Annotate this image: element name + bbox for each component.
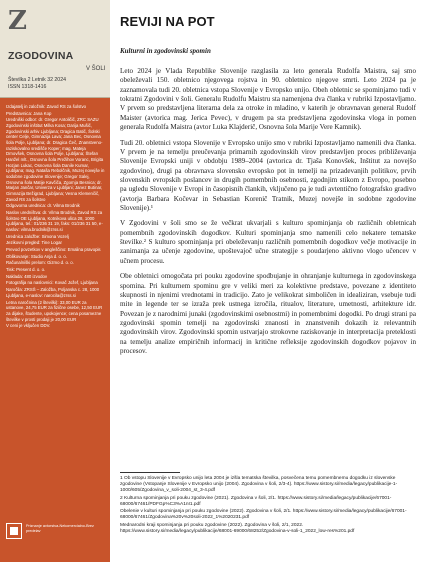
issue-line: Številka 2 Letnik 32 2024	[8, 77, 66, 83]
logo-letter: Z	[8, 6, 26, 36]
colophon-line: Naslov uredništva: dr. Vilma Brodnik, Zavod RS za šolstvo OE Ljubljana, Kotnikova ulica 28, 1000 Ljubljana, tel.: 01/236 31 19, faks: 01/236 31 50, e-naslov: vilma.brodnik@zrss.si	[6, 210, 103, 233]
colophon-line: Naklada: 480 izvodov	[6, 273, 48, 279]
footnote: 2 Kulturna spominjanja pri pouku zgodovine (2021). Zgodovina v šoli, 2/1. https://www.sistory.si/media/legacy/publikacije/67001-68000/67461/PDFGp%C3%A1nI1.pdf	[120, 495, 392, 507]
colophon-line: Odgovorna urednica: dr. Vilma Brodnik	[6, 203, 80, 209]
paragraph: Leto 2024 je Vlada Republike Slovenije razglasila za leto generala Rudolfa Maistra, saj smo obeleževali 150. obletnico njegovega rojstva in 90. obletnico njegove smrti. Leto 2024 pa je zaznamovala tudi 20. obletnica vstopa Slovenije v Evropsko unijo. Obeh obletnic se spominjamo tudi v tokratni Zgodovini v šoli. Generalu Rudolfu Maistru sta namenjena dva članka v rubriki Izpostavljamo. V prvem so predstavljena literarna dela za otroke in mladino, v katerih je obravnavan general Rudolf Maister (avtorica mag. Jerica Pevec), v drugem pa sta predstavljena zgodovinska vloga in pomen generala Rudolfa Maistra (avtor Luka Klajderič, Osnovna šola Marije Vere Kamnik).	[120, 67, 416, 132]
colophon-line: Fotografija na naslovnici: Kovač Jožef, Ljubljana	[6, 280, 98, 286]
colophon	[6, 104, 106, 330]
colophon-line: Naročila: ZRSŠ – Založba, Poljanska c. 28, 1000 Ljubljana, e-naslov: narocila@zrss.si	[6, 287, 100, 298]
paragraph: V Zgodovini v šoli smo se že večkrat ukvarjali s kulturo spominjanja ob različnih obletnicah pomembnih zgodovinskih dogodkov. Kulturi spominjanja smo namenili celo nekatere tematske številke.² S kulturo spominjanja pri obeleževanju različnih pomembnih dogodkov večje motivacije in zanimanja za učenje zgodovine, upoštevajoč učne strategije s poudarjeno aktivno vlogo učencev v učnem procesu.	[120, 219, 416, 265]
license-text: Priznanje avtorstva-Nekomercialno-Brez predelav	[26, 524, 94, 533]
journal-logo	[0, 0, 110, 98]
article-subtitle: Kulturni in zgodovinski spomin	[120, 47, 211, 55]
page-title: REVIJI NA POT	[120, 14, 215, 29]
footnote: Obelenie v kulturi spominjanja pri pouku zgodovine (2022). Zgodovina v šoli, 2/1. https://www.sistory.si/media/legacy/publikacije/67001-68000/67461/Zgodovina%20v%20soli-2022_1%2020231.pdf	[120, 509, 407, 521]
logo-subtitle: V ŠOLI	[86, 66, 106, 72]
colophon-line: V ceni je vključen DDV.	[6, 323, 51, 329]
colophon-line: Uredniški odbor: dr. Gregor Antoličič, ZRC SAZU Zgodovinski inštitut Milka Kosa; Darija Mušič, Zgodovinski arhiv Ljubljana; Dragica Batič, Šolski center Celje, Gimnazija Lava; Jana Bec, Osnovna šola Polje, Ljubljana; dr. Dragica Čeč, Znanstveno-raziskovalno središče Koper; mag. Mateja Drnovšek, Osnovna šola Polje, Ljubljana; Štefan Hanžel mlt., Osnovna šola Prežihov Voranc, Brigita Hozjan Lukac, Osnovna šola Danile Kumar, Ljubljana; mag. Nataša Rebolčnik, Muzej novejše in sodobne zgodovine Slovenije; Gregor Salej, Osnovna šola Matije Kavčiča, Zgornja Besnica; dr. Marjan Jančar, Univerza v Ljubljani; Janez Butinar, Gimnazija Bežigrad, Ljubljana; Vesna Klemenčič, Zavod RS za šolstvo	[6, 117, 105, 202]
colophon-line: Izdajatelj in založnik: Zavod RS za šolstvo	[6, 104, 87, 109]
colophon-line: Tisk: Present d. o. o.	[6, 267, 46, 273]
footnotes	[120, 476, 416, 536]
sidebar	[0, 0, 110, 562]
issue-info	[8, 77, 66, 92]
logo-title: ZGODOVINA	[8, 50, 74, 62]
colophon-line: Računalniški prelom: Gizmo d. o. o.	[6, 260, 74, 266]
issn: ISSN 1318-1416	[8, 84, 47, 91]
colophon-line: Oblikovanje: Studio Anja d. o. o.	[6, 253, 67, 259]
article-body	[120, 67, 416, 362]
paragraph: Obe obletnici omogočata pri pouku zgodovine spodbujanje in ohranjanje kulturnega in zgodovinskega spomina. Pri kulturnem spominu gre v veliki meri za kolektivne predstave, povezane z identiteto skupnosti in njenimi vrednotami in tradicijo. Zato je velikokrat simboličen in idealiziran, vsebuje tudi mite in legende ter se izraža prek ustnega izročila, ritualov, literature, umetnosti, arhitekture idr. Povezan je z narodnimi junaki (zgodovinskimi osebnostmi) in pomembnimi dogodki. Po drugi strani pa zgodovinski spomin temelji na zgodovinski znanosti in znanstvenih dokazih iz relevantnih zgodovinskih virov. Zgodovinski spomin ustvarjajo strokovne raziskovanje in interpretacija preteklosti na temelju analize empiričnih informacij in kritične refleksije zgodovinskih dogodkov pojavov in procesov.	[120, 272, 416, 356]
license-icon	[6, 523, 22, 539]
paragraph: Tudi 20. obletnici vstopa Slovenije v Evropsko unijo smo v rubriki Izpostavljamo namenili dva članka. V prvem je na temelju preučevanja primarnih zgodovinskih virov predstavljen proces približevanja Slovenije Evropski uniji v obdobju 1989–2004 (avtorica dr. Tjaša Konovšek, Inštitut za novejšo zgodovino), drugi pa obravnava slovensko evropsko pot in temelji na prizadevanjih politikov, prvih slovenskih evropskih poslancev in drugih pomembnih osebnosti, zgodnjim stikom z Evropo, posebno pa ugledu Slovenije v Evropi in časopisnih člankih, vključeno pa je tudi avtentično fotografsko gradivo (avtorja Barbara Kočevar in Sebastian Korenič Tratnik, Muzej novejše in sodobne zgodovine Slovenije).¹	[120, 138, 416, 213]
footnote: 1 Ob vstopu Slovenije v Evropsko unijo leta 2004 je izšla tematska številka, posvečena temu pomembnemu dogodku iz slovenske zgodovine (Vstopanje Slovenije v Evropsko unijo (2004). Zgodovina v šoli, 2/3-4). https://www.sistory.si/media/legacy/publikacije-1-1000/605/Zgodovina_v_soli-2004_st_3-4.pdf	[120, 476, 398, 494]
colophon-line: Prevod povzetkov v angleščino: Emalina pravopis	[6, 247, 101, 253]
colophon-line: Urednica založbe: Simona Vozelj	[6, 233, 69, 239]
footnote-divider	[120, 472, 180, 473]
colophon-line: Predstavnica: Jana Kop	[6, 110, 52, 116]
colophon-line: Jezikovni pregled: Tine Logar	[6, 240, 62, 246]
colophon-line: Letna naročnina (2 številki): 33,00 EUR za ustanove, 24,75 EUR za fizične osebe, 12,50 EUR za dijake, študente, upokojence; cena posamezne številke v prosti prodaji je 20,00 EUR	[6, 299, 103, 322]
footnote: Mednarodni kraji spominjanja pri pouku zgodovine (2022). Zgodovina v šoli, 2/1, 2022. https://www.sistory.si/media/legacy/publikacije/68001-69000/68252/Zgodovina-v-soli-1_2022_low-res%201.pdf	[120, 522, 355, 534]
